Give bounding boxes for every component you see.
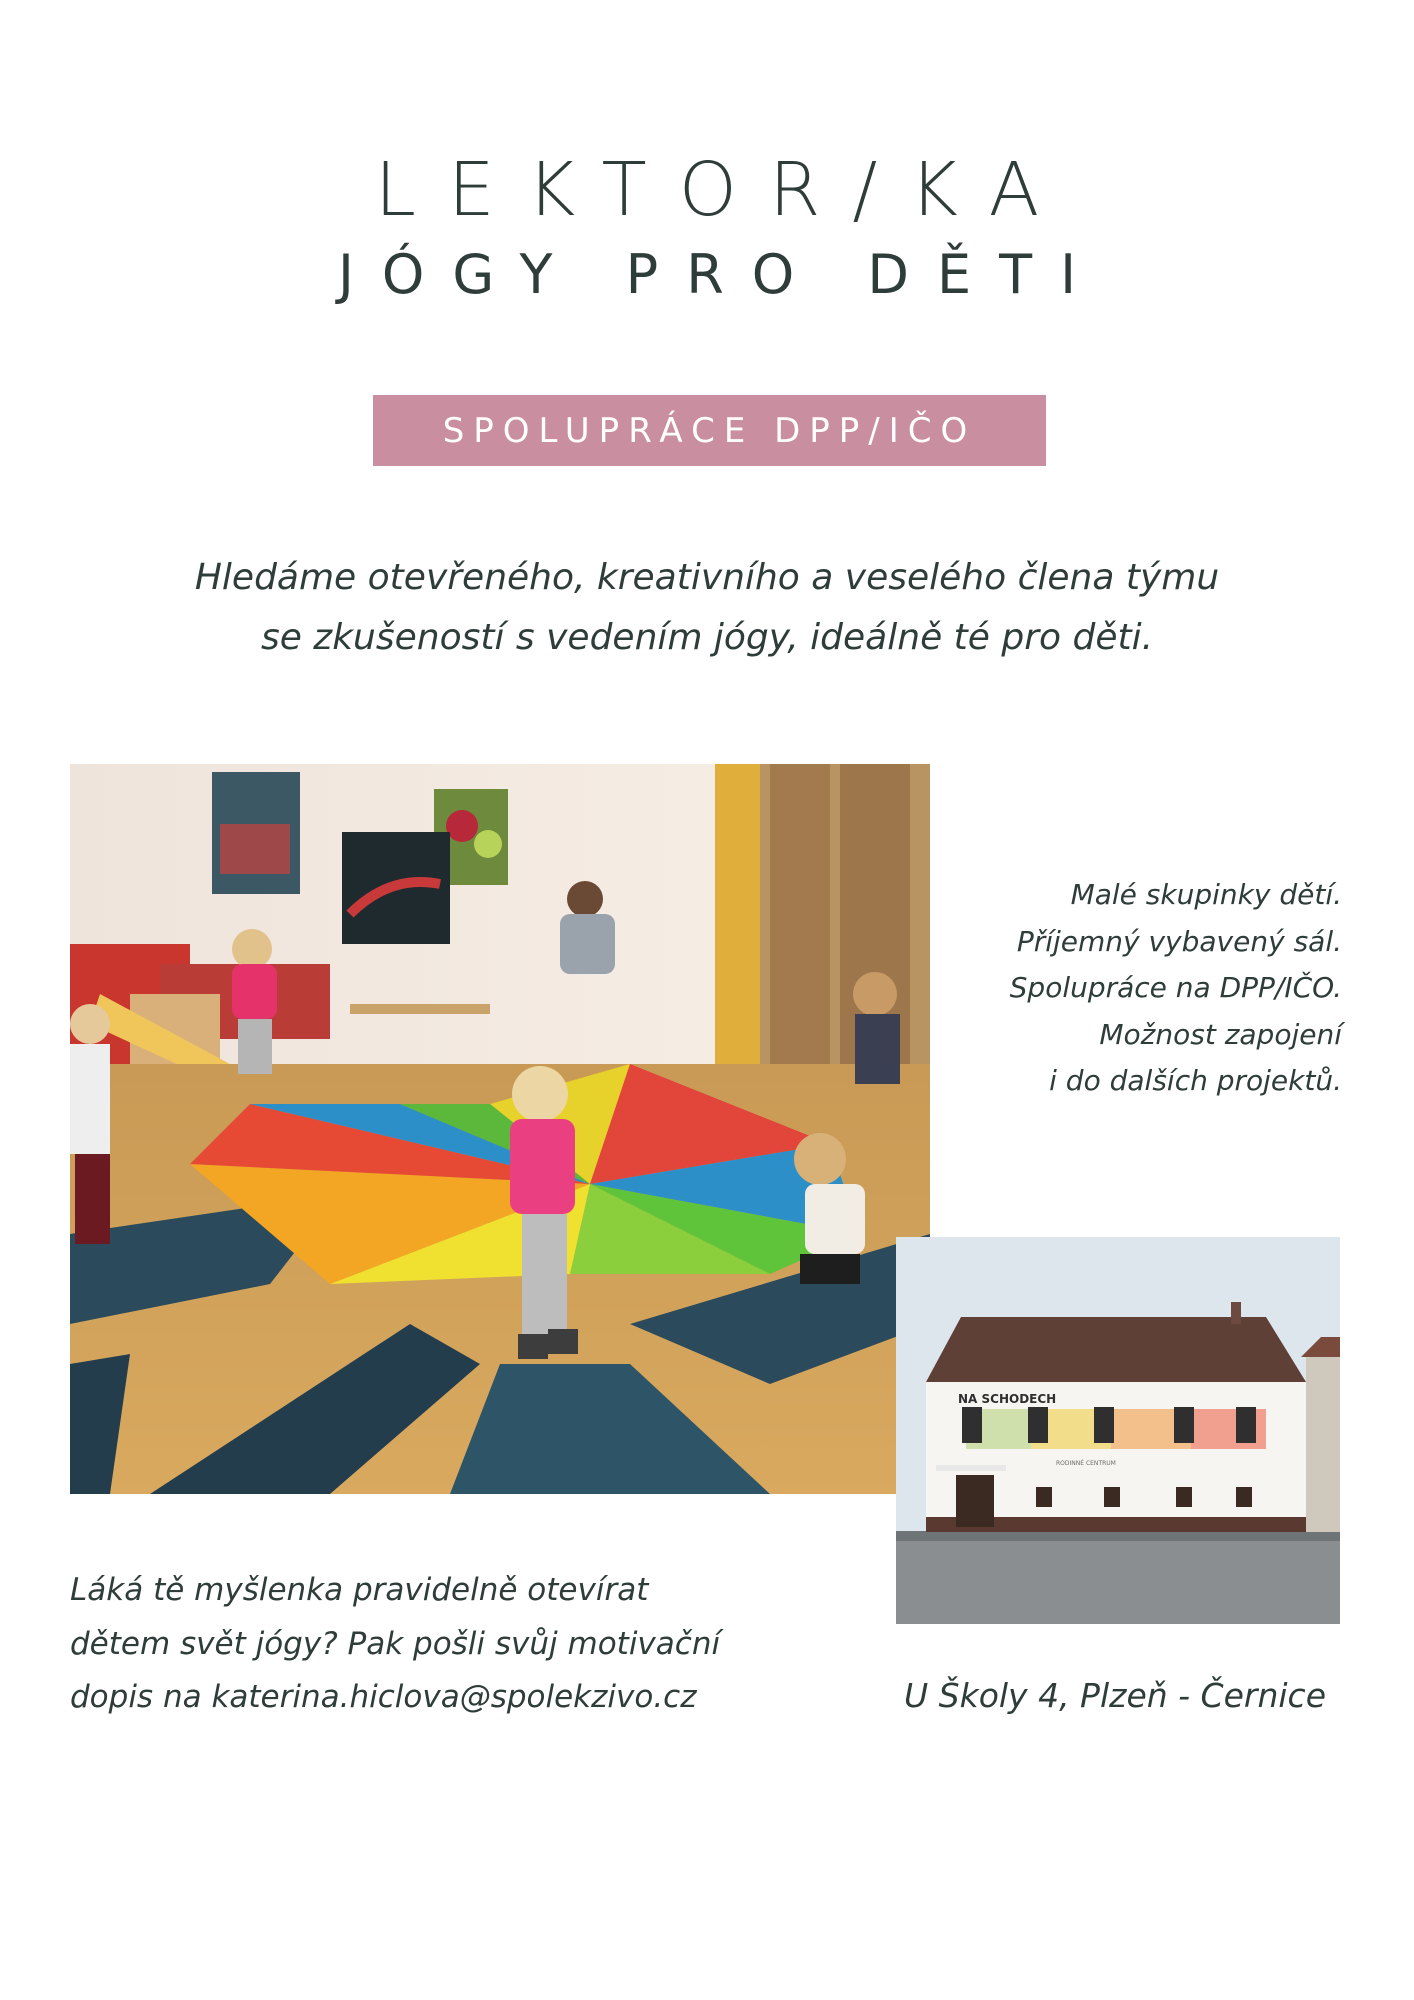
yoga-class-photo	[70, 764, 930, 1494]
intro-line: Hledáme otevřeného, kreativního a veselého člena týmu	[194, 557, 1220, 598]
feature-item: Možnost zapojení	[1099, 1017, 1342, 1051]
feature-item: Spolupráce na DPP/IČO.	[1009, 971, 1342, 1004]
cta-line: Láká tě myšlenka pravidelně otevírat	[70, 1572, 649, 1608]
address: U Školy 4, Plzeň - Černice	[904, 1676, 1326, 1715]
feature-item: Příjemný vybavený sál.	[1016, 924, 1342, 958]
cooperation-badge-label: SPOLUPRÁCE DPP/IČO	[442, 410, 977, 451]
cta-line-email: dopis na katerina.hiclova@spolekzivo.cz	[70, 1679, 697, 1715]
yoga-class-illustration	[70, 764, 930, 1494]
feature-item: Malé skupinky dětí.	[1070, 878, 1342, 911]
intro-text	[100, 548, 1314, 668]
page-subtitle: JÓGY PRO DĚTI	[337, 243, 1105, 306]
cta-line: dětem svět jógy? Pak pošli svůj motivační	[70, 1625, 721, 1662]
building-photo	[896, 1237, 1340, 1624]
building-illustration	[896, 1237, 1340, 1624]
feature-item: i do dalších projektů.	[1049, 1064, 1342, 1097]
features-list	[900, 872, 1342, 1105]
cooperation-badge	[373, 395, 1046, 466]
call-to-action	[70, 1564, 850, 1725]
building-sign: NA SCHODECH	[958, 1392, 1057, 1406]
intro-line: se zkušeností s vedením jógy, ideálně té pro děti.	[260, 617, 1154, 658]
building-sign-subtitle: RODINNÉ CENTRUM	[1056, 1460, 1116, 1467]
page-title: LEKTOR/KA	[374, 147, 1072, 233]
